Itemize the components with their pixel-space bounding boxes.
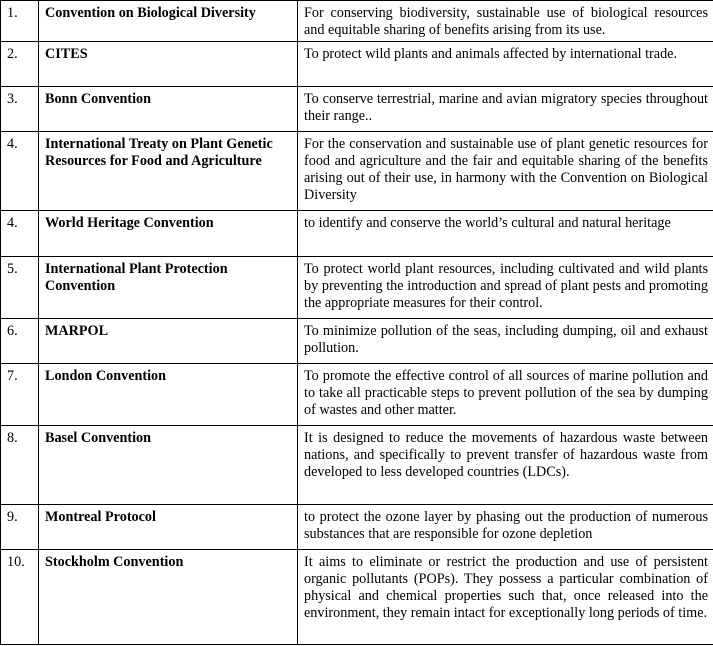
row-number: 5. — [1, 257, 39, 319]
convention-description: To minimize pollution of the seas, including dumping, oil and exhaust pollution. — [298, 319, 713, 364]
convention-name: World Heritage Convention — [39, 211, 298, 257]
convention-description: It is designed to reduce the movements of hazardous waste between nations, and specifically to prevent transfer of hazardous waste from developed to less developed countries (LDCs). — [298, 426, 713, 505]
table-row — [1, 319, 713, 364]
convention-description: To protect world plant resources, including cultivated and wild plants by preventing the introduction and spread of plant pests and promoting the appropriate measures for their control. — [298, 257, 713, 319]
convention-name: Convention on Biological Diversity — [39, 1, 298, 42]
row-number: 8. — [1, 426, 39, 505]
convention-name: Basel Convention — [39, 426, 298, 505]
convention-name: International Treaty on Plant Genetic Resources for Food and Agriculture — [39, 132, 298, 211]
row-number: 9. — [1, 505, 39, 550]
row-number: 2. — [1, 42, 39, 87]
convention-description: To conserve terrestrial, marine and avian migratory species throughout their range.. — [298, 87, 713, 132]
convention-description: It aims to eliminate or restrict the production and use of persistent organic pollutants (POPs). They possess a particular combination of physical and chemical properties such that, once released into the environment, they remain intact for exceptionally long periods of time. — [298, 550, 713, 645]
table-row — [1, 87, 713, 132]
convention-description: to protect the ozone layer by phasing out the production of numerous substances that are responsible for ozone depletion — [298, 505, 713, 550]
table-row — [1, 505, 713, 550]
table-row — [1, 132, 713, 211]
convention-description: To promote the effective control of all sources of marine pollution and to take all practicable steps to prevent pollution of the sea by dumping of wastes and other matter. — [298, 364, 713, 426]
convention-name: London Convention — [39, 364, 298, 426]
table-row — [1, 42, 713, 87]
row-number: 7. — [1, 364, 39, 426]
row-number: 4. — [1, 211, 39, 257]
convention-description: For the conservation and sustainable use of plant genetic resources for food and agriculture and the fair and equitable sharing of the benefits arising out of their use, in harmony with the Convention on Biological Diversity — [298, 132, 713, 211]
convention-name: CITES — [39, 42, 298, 87]
row-number: 6. — [1, 319, 39, 364]
convention-name: Stockholm Convention — [39, 550, 298, 645]
convention-name: MARPOL — [39, 319, 298, 364]
table-row — [1, 426, 713, 505]
row-number: 4. — [1, 132, 39, 211]
convention-description: To protect wild plants and animals affected by international trade. — [298, 42, 713, 87]
convention-name: International Plant Protection Convention — [39, 257, 298, 319]
convention-description: For conserving biodiversity, sustainable use of biological resources and equitable sharing of benefits arising from its use. — [298, 1, 713, 42]
table-row — [1, 364, 713, 426]
convention-name: Montreal Protocol — [39, 505, 298, 550]
table-row — [1, 550, 713, 645]
convention-description: to identify and conserve the world’s cultural and natural heritage — [298, 211, 713, 257]
convention-name: Bonn Convention — [39, 87, 298, 132]
row-number: 3. — [1, 87, 39, 132]
table-row — [1, 1, 713, 42]
table-row — [1, 257, 713, 319]
row-number: 1. — [1, 1, 39, 42]
row-number: 10. — [1, 550, 39, 645]
table-row — [1, 211, 713, 257]
